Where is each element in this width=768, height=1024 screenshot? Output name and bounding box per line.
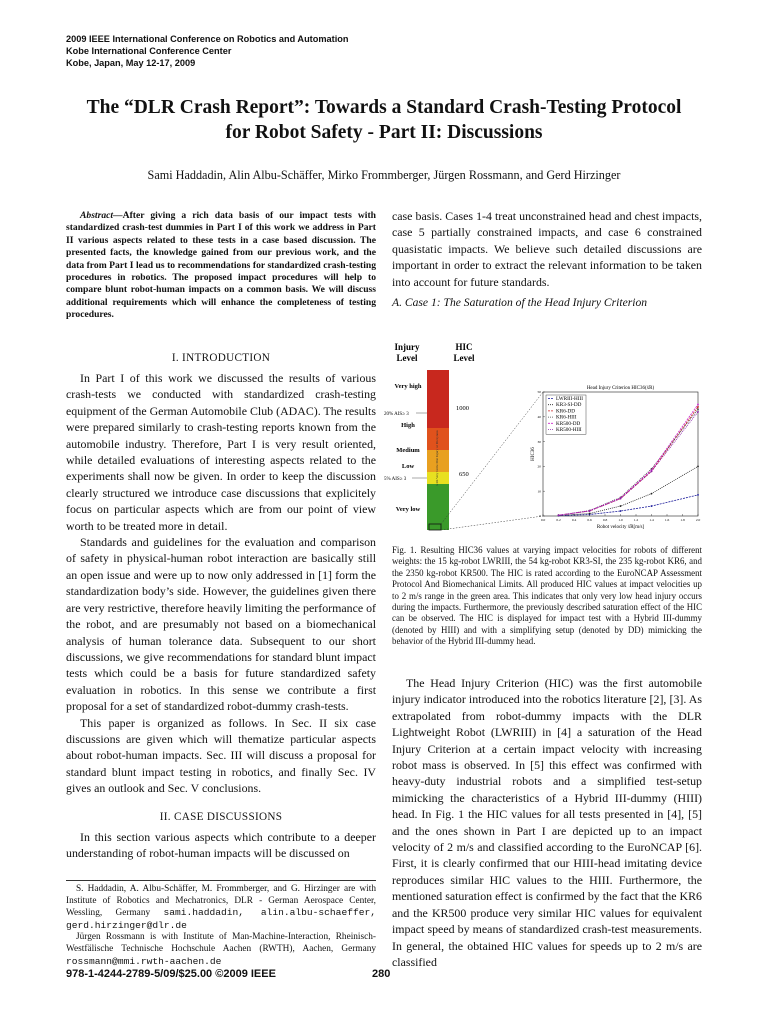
- x-tick-label: 0.6: [587, 518, 592, 522]
- legend-entry: KR500-HIII: [556, 427, 582, 433]
- injury-level-label: Injury Level: [394, 342, 420, 363]
- legend-entry: KR6-HIII: [556, 414, 577, 421]
- y-tick-label: 20: [537, 464, 541, 469]
- x-tick-label: 1.8: [680, 518, 685, 522]
- case-1-heading: A. Case 1: The Saturation of the Head Injury Criterion: [392, 296, 648, 309]
- data-point-kr500-hiii: [558, 514, 560, 516]
- legend-entry: KR6-DD: [556, 408, 576, 415]
- level-high: High: [401, 422, 415, 429]
- x-tick-label: 1.2: [633, 518, 639, 522]
- data-point-kr3-si-dd: [589, 513, 591, 515]
- x-tick-label: 1.6: [664, 518, 670, 522]
- x-tick-label: 0.4: [571, 518, 577, 522]
- title-line-1: The “DLR Crash Report”: Towards a Standard Crash-Testing Protocol: [86, 97, 682, 118]
- hic-paragraph: The Head Injury Criterion (HIC) was the first automobile injury indicator introduced into the robotics literature [2], [3]. As extrapolated from robot-dummy impacts with the DLR Lightweight Robot (LWRIII) in [4] a saturation of the Head Injury Criterion at a certain impact velocity with increasing robot mass is observed. In [5] this effect was confirmed with heavy-duty industrial robots and a simplified test-setup mimicking the characteristics of a Hybrid III-dummy (HIII) head. In Fig. 1 the HIC values for all tests presented in [4], [5] and the ones shown in Part I are depicted up to an impact velocity of 2 m/s and classified according to the EuroNCAP [6]. First, it is clearly confirmed that our HIII-head imitating device reproduces similar HIC values to the HIII. Furthermore, the mentioned saturation effect is confirmed by the fact that the KR6 and the KR500 produce very similar HIC values for equivalent impact speed by means of standardized crash-test measurements. In general, the obtained HIC values for speeds up to 2 m/s are classified: [392, 676, 702, 969]
- x-axis-label: Robot velocity ẋ̇R[m/s]: [596, 525, 645, 530]
- y-tick-label: 40: [537, 415, 541, 419]
- abstract: [66, 210, 376, 322]
- hic-level-label: HIC Level: [453, 342, 475, 363]
- paper-title: [40, 95, 728, 145]
- threshold-1000: 1000: [456, 405, 469, 412]
- intro-body: [66, 370, 376, 797]
- conference-name: 2009 IEEE International Conference on Robotics and Automation: [66, 34, 349, 44]
- data-point-kr500-hiii: [651, 470, 653, 472]
- level-medium: Medium: [396, 447, 420, 454]
- author-footnote: [66, 880, 376, 968]
- case-discussions-heading: II. CASE DISCUSSIONS: [159, 811, 283, 823]
- intro-paragraph-1: In Part I of this work we discussed the results of various crash-tests we conducted with standardized crash-testing equipment of the German Automobile Club (ADAC). The results were prepared similarly to crash-testing reports known from the automobile industry. Therefore, Part I is very result oriented, while detailed evaluations of interesting aspects related to the experiments shall now be given. In order to keep the discussion clearly structured we introduce case discussions that explicitely focus on particular aspects which are from our point of view worth to be treated more in detail.: [66, 371, 376, 533]
- footnote-emails-1: sami.haddadin, alin.albu-schaeffer, gerd.hirzinger@dlr.de: [66, 907, 376, 931]
- legend-entry: LWRIII-HIII: [556, 396, 583, 402]
- data-point-lwriii-hiii: [651, 505, 653, 507]
- footnote-affiliation-2: Jürgen Rossmann is with Institute of Man-Machine-Interaction, Rheinisch-Westfälische Technische Hochschule Aachen (RWTH), Aachen, Germany: [66, 932, 376, 954]
- right-column-top: [392, 208, 702, 290]
- intro-paragraph-3: This paper is organized as follows. In Sec. II six case discussions are given which will thematize particular aspects about robot-human impacts. Sec. III will discuss a proposal for standard blunt impact testing in robotics, and finally Sec. IV gives an outlook and Sec. V conclusions.: [66, 715, 376, 796]
- level-very-low: Very low: [395, 506, 421, 513]
- legend-entry: KR500-DD: [556, 420, 581, 427]
- data-point-kr3-si-dd: [620, 505, 622, 507]
- abstract-label: Abstract—: [80, 210, 123, 221]
- right-column-bottom: [392, 675, 702, 970]
- data-point-lwriii-hiii: [697, 494, 699, 496]
- data-point-kr500-hiii: [620, 498, 622, 500]
- y-tick-label: 50: [537, 390, 541, 395]
- x-tick-label: 0.0: [540, 518, 546, 522]
- level-very-high: Very high: [394, 383, 422, 390]
- data-point-kr3-si-dd: [697, 466, 699, 468]
- figure-1: [380, 340, 710, 540]
- footnote-affiliation-1: S. Haddadin, A. Albu-Schäffer, M. Frommberger, and G. Hirzinger are with Institute of Robotics and Mechatronics, DLR - German Aerospace Center, Wessling, Germany: [66, 884, 376, 919]
- y-tick-label: 0: [539, 514, 541, 519]
- intro-paragraph-2: Standards and guidelines for the evaluation and comparison of safety in physical-human robot interaction are basically still an open issue and were up to now only addressed in [1] form the standardization body’s side. However, the guidelines given there are very restrictive, therefore heavily limiting the performance of the robot, and are presumably not based on a biomechanical analysis of human tolerance data. Subsequent to our short discussions, we give recommendations for standard blunt impact tests which could be a basis for future standardized safety evaluation in robotics. In this sense we contribute a first proposal for a set of standardized robot-dummy crash-tests.: [66, 535, 377, 714]
- level-low: Low: [401, 463, 415, 470]
- ais-label-20: 20% AIS≥ 3: [384, 412, 409, 417]
- y-axis-label: HIC36: [531, 447, 536, 461]
- intro-heading: I. INTRODUCTION: [171, 352, 271, 364]
- ais-label-5: 5% AIS≥ 3: [384, 477, 407, 482]
- x-tick-label: 0.2: [556, 518, 561, 522]
- footnote-emails-2: rossmann@mmi.rwth-aachen.de: [66, 955, 222, 967]
- caption-text: Resulting HIC36 values at varying impact velocities for robots of different weights: the 15 kg-robot LWRIII, the 54 kg-robot KR3-SI, the 235 kg-robot KR6, and the 2350 kg-robot KR500. The HIC is rated according to the EuroNCAP Assessment Protocol And Biomechanical Limits. All produced HIC values at impact velocities up to 2 m/s range in the green area. This indicates that only very low head injury occurs during the impacts. Furthermore, the previously described saturation effect of the HIC can be observed. The HIC is displayed for impact test with a Hybrid III-dummy (denoted by HIII) and with a simplifying setup (denoted by DD) mimicking the behavior of the Hybrid III-dummy head.: [392, 545, 703, 647]
- bar-segment-very-high: [427, 370, 449, 428]
- x-tick-label: 0.8: [602, 518, 608, 522]
- chart-title: Head Injury Criterion HIC36(ẋ̇R): [586, 386, 655, 391]
- y-tick-label: 10: [537, 489, 541, 494]
- caption-label: Fig. 1.: [392, 545, 417, 555]
- abstract-text: After giving a rich data basis of our impact tests with standardized crash-test dummies in Part I of this work we address in Part II various aspects related to these tests in a case based discussion. The presented facts, the knowledge gained from our previous work, and the data from Part I lead us to recommendations for standardized crash-testing procedures in robotics. The proposed impact procedures will help to compare blunt robot-human impacts on a common basis. We will discuss additional requirements which will enhance the completeness of testing procedures.: [66, 210, 376, 321]
- data-point-lwriii-hiii: [620, 510, 622, 512]
- x-tick-label: 1.0: [618, 518, 623, 522]
- page-number: 280: [372, 968, 391, 980]
- case-basis-paragraph: case basis. Cases 1-4 treat unconstrained head and chest impacts, case 5 partially constrained impacts, and case 6 constrained quasistatic impacts. We believe such detailed discussions are important in order to extract the relevant information to be taken into account for future standards.: [392, 209, 702, 289]
- data-point-kr6-hiii: [697, 408, 699, 410]
- hic-line-chart: [531, 386, 700, 530]
- conference-date: Kobe, Japan, May 12-17, 2009: [66, 58, 196, 68]
- y-tick-label: 30: [537, 439, 541, 444]
- figure-1-caption: [392, 545, 702, 648]
- author-list: Sami Haddadin, Alin Albu-Schäffer, Mirko Frommberger, Jürgen Rossmann, and Gerd Hirzinger: [147, 168, 621, 182]
- data-point-kr6-dd: [697, 406, 699, 408]
- data-point-kr500-hiii: [589, 510, 591, 512]
- conference-header: [66, 33, 348, 69]
- data-point-kr500-dd: [697, 404, 699, 406]
- case-intro: [66, 829, 376, 862]
- isbn-footer: 978-1-4244-2789-5/09/$25.00 ©2009 IEEE: [66, 968, 276, 980]
- threshold-650: 650: [459, 471, 469, 478]
- inset-text: with Very Little Dist Injury or Dizzyness: [435, 430, 439, 486]
- legend-entry: KR3-SI-DD: [556, 402, 582, 409]
- data-point-kr500-hiii: [697, 411, 699, 413]
- conference-venue: Kobe International Conference Center: [66, 46, 232, 56]
- bar-segment-very-low: [427, 484, 449, 530]
- x-tick-label: 2.0: [695, 518, 701, 522]
- data-point-kr3-si-dd: [651, 493, 653, 495]
- case-intro-paragraph: In this section various aspects which contribute to a deeper understanding of robot-human impacts will be discussed on: [66, 830, 376, 861]
- title-line-2: for Robot Safety - Part II: Discussions: [225, 122, 543, 143]
- x-tick-label: 1.4: [649, 518, 654, 522]
